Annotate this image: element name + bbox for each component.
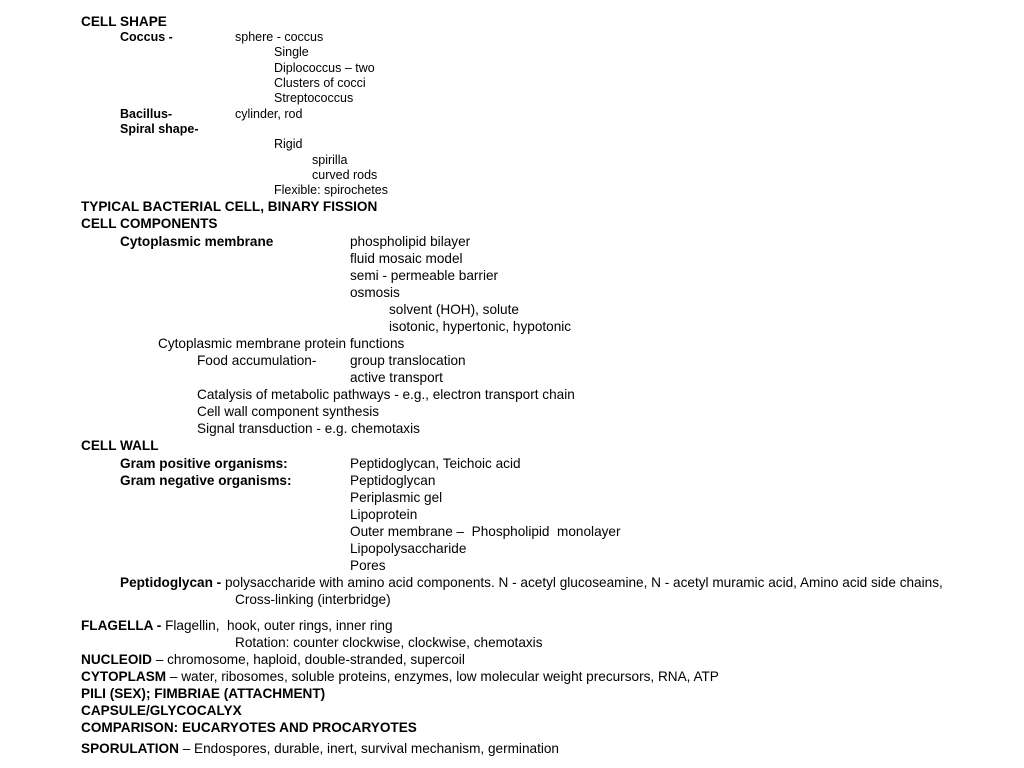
- food-item: active transport: [350, 370, 443, 385]
- bacillus-label: Bacillus-: [120, 107, 173, 121]
- peptidoglycan-text: polysaccharide with amino acid components. N - acetyl glucoseamine, N - acetyl muramic acid, Amino acid side chains,: [221, 575, 943, 590]
- coccus-item: Streptococcus: [274, 91, 354, 105]
- flagella-rotation: Rotation: counter clockwise, clockwise, chemotaxis: [235, 635, 543, 650]
- cytoplasm-text: – water, ribosomes, soluble proteins, enzymes, low molecular weight precursors, RNA, ATP: [166, 669, 719, 684]
- food-item: group translocation: [350, 353, 466, 368]
- heading-cell-shape: CELL SHAPE: [81, 14, 167, 29]
- flexible-label: Flexible: spirochetes: [274, 183, 388, 197]
- membrane-item: osmosis: [350, 285, 400, 300]
- coccus-item: Clusters of cocci: [274, 76, 366, 90]
- food-accumulation-label: Food accumulation-: [197, 353, 317, 368]
- heading-pili: PILI (SEX); FIMBRIAE (ATTACHMENT): [81, 686, 326, 701]
- gram-negative-label: Gram negative organisms:: [120, 473, 292, 488]
- cytoplasm-label: CYTOPLASM: [81, 669, 167, 684]
- heading-comparison: COMPARISON: EUCARYOTES AND PROCARYOTES: [81, 720, 417, 735]
- flagella-line: [81, 619, 393, 633]
- membrane-label: Cytoplasmic membrane: [120, 234, 274, 249]
- rigid-item: curved rods: [312, 168, 378, 182]
- gram-negative-item: Periplasmic gel: [350, 490, 443, 505]
- nucleoid-label: NUCLEOID: [81, 652, 152, 667]
- coccus-item: Single: [274, 45, 309, 59]
- rigid-item: spirilla: [312, 153, 348, 167]
- nucleoid-text: – chromosome, haploid, double-stranded, supercoil: [152, 652, 465, 667]
- flagella-label: FLAGELLA -: [81, 618, 162, 633]
- bacillus-definition: cylinder, rod: [235, 107, 303, 121]
- gram-negative-item: Lipopolysaccharide: [350, 541, 467, 556]
- peptidoglycan-continuation: Cross-linking (interbridge): [235, 592, 391, 607]
- coccus-item: Diplococcus – two: [274, 61, 375, 75]
- catalysis-text: Catalysis of metabolic pathways - e.g., electron transport chain: [197, 387, 575, 402]
- gram-negative-item: Lipoprotein: [350, 507, 418, 522]
- gram-positive-value: Peptidoglycan, Teichoic acid: [350, 456, 521, 471]
- gram-negative-item: Outer membrane – Phospholipid monolayer: [350, 524, 621, 539]
- heading-typical-cell: TYPICAL BACTERIAL CELL, BINARY FISSION: [81, 199, 378, 214]
- cytoplasm-line: [81, 670, 719, 684]
- nucleoid-line: [81, 653, 465, 667]
- osmosis-item: isotonic, hypertonic, hypotonic: [389, 319, 572, 334]
- membrane-item: fluid mosaic model: [350, 251, 463, 266]
- heading-cell-wall: CELL WALL: [81, 438, 159, 453]
- gram-negative-item: Peptidoglycan: [350, 473, 436, 488]
- protein-functions: Cytoplasmic membrane protein functions: [158, 336, 405, 351]
- sporulation-label: SPORULATION: [81, 741, 179, 756]
- membrane-item: phospholipid bilayer: [350, 234, 471, 249]
- cell-wall-synthesis: Cell wall component synthesis: [197, 404, 380, 419]
- membrane-item: semi - permeable barrier: [350, 268, 499, 283]
- heading-cell-components: CELL COMPONENTS: [81, 216, 218, 231]
- rigid-label: Rigid: [274, 137, 303, 151]
- sporulation-text: – Endospores, durable, inert, survival mechanism, germination: [178, 741, 559, 756]
- coccus-label: Coccus -: [120, 30, 173, 44]
- heading-capsule: CAPSULE/GLYCOCALYX: [81, 703, 242, 718]
- gram-negative-item: Pores: [350, 558, 386, 573]
- gram-positive-label: Gram positive organisms:: [120, 456, 288, 471]
- spiral-label: Spiral shape-: [120, 122, 199, 136]
- coccus-definition: sphere - coccus: [235, 30, 324, 44]
- sporulation-line: [81, 742, 559, 756]
- peptidoglycan-label: Peptidoglycan -: [120, 575, 222, 590]
- osmosis-item: solvent (HOH), solute: [389, 302, 519, 317]
- flagella-text: Flagellin, hook, outer rings, inner ring: [161, 618, 393, 633]
- signal-transduction: Signal transduction - e.g. chemotaxis: [197, 421, 420, 436]
- peptidoglycan-line: [120, 576, 943, 590]
